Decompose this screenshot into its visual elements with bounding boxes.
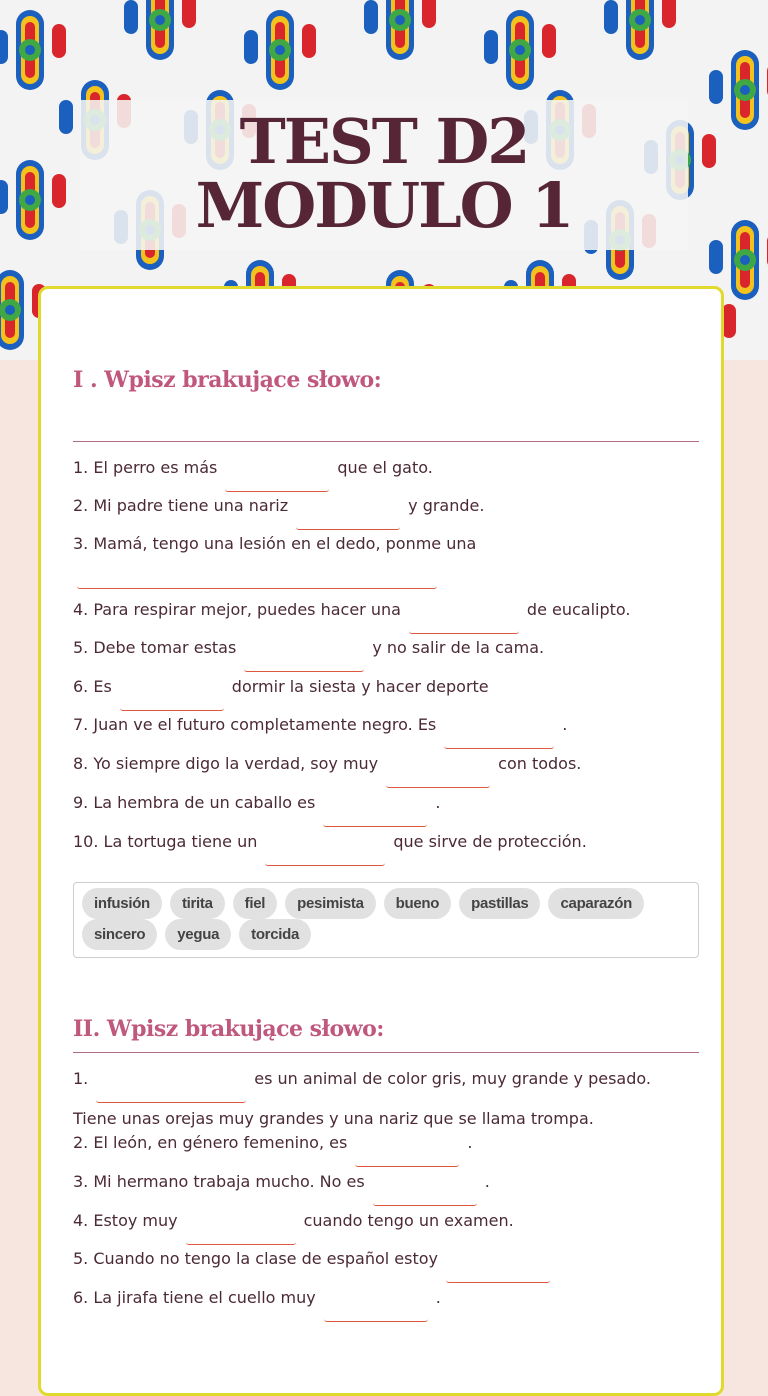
question-text: y grande. [408, 496, 485, 515]
answer-blank-input[interactable] [186, 1220, 296, 1245]
question-text: es un animal de color gris, muy grande y pesado. [254, 1069, 651, 1088]
question-text: 2. El león, en género femenino, es [73, 1133, 348, 1152]
question-item [73, 496, 484, 530]
question-item [73, 1069, 651, 1129]
question-text: 9. La hembra de un caballo es [73, 793, 316, 812]
answer-blank-input[interactable] [386, 763, 490, 788]
divider [73, 1052, 699, 1053]
section-1-heading: I . Wpisz brakujące słowo: [73, 367, 382, 393]
page-title: TEST D2 MODULO 1 [195, 105, 573, 242]
question-item [73, 600, 631, 634]
word-chip[interactable]: infusión [82, 888, 162, 919]
question-text: cuando tengo un examen. [303, 1211, 514, 1230]
question-item [73, 638, 544, 672]
question-item [73, 1211, 514, 1245]
answer-blank-input[interactable] [355, 1142, 459, 1167]
question-text: 1. [73, 1069, 89, 1088]
word-chip[interactable]: bueno [384, 888, 452, 919]
question-text: de eucalipto. [526, 600, 631, 619]
question-text: . [467, 1133, 473, 1152]
question-item [73, 754, 581, 788]
answer-blank-input[interactable] [296, 505, 400, 530]
question-text: con todos. [498, 754, 582, 773]
question-item [73, 534, 476, 589]
question-text: 2. Mi padre tiene una nariz [73, 496, 289, 515]
answer-blank-input[interactable] [444, 724, 554, 749]
question-text: . [435, 1288, 441, 1307]
answer-blank-input[interactable] [446, 1258, 550, 1283]
question-item [73, 1172, 490, 1206]
word-chip[interactable]: torcida [239, 919, 311, 950]
question-text: 8. Yo siempre digo la verdad, soy muy [73, 754, 379, 773]
answer-blank-input[interactable] [225, 467, 329, 492]
question-item [73, 677, 489, 711]
divider [73, 441, 699, 442]
word-chip[interactable]: pastillas [459, 888, 540, 919]
answer-blank-input[interactable] [244, 647, 364, 672]
answer-blank-input[interactable] [120, 686, 224, 711]
question-text: 3. Mamá, tengo una lesión en el dedo, ponme una [73, 534, 477, 553]
word-bank [73, 882, 699, 958]
answer-blank-input[interactable] [324, 1297, 428, 1322]
question-text: y no salir de la cama. [372, 638, 545, 657]
question-item [73, 832, 587, 866]
answer-blank-input[interactable] [77, 564, 437, 589]
question-text: . [562, 715, 568, 734]
answer-blank-input[interactable] [265, 841, 385, 866]
question-text: Tiene unas orejas muy grandes y una nariz que se llama trompa. [73, 1108, 594, 1128]
question-text: 4. Estoy muy [73, 1211, 178, 1230]
question-text: que sirve de protección. [393, 832, 587, 851]
answer-blank-input[interactable] [409, 609, 519, 634]
question-text: . [435, 793, 441, 812]
word-chip[interactable]: fiel [233, 888, 277, 919]
worksheet-card [38, 286, 724, 1396]
question-text: que el gato. [337, 458, 433, 477]
answer-blank-input[interactable] [373, 1181, 477, 1206]
answer-blank-input[interactable] [323, 802, 427, 827]
question-text: 10. La tortuga tiene un [73, 832, 258, 851]
question-text: 6. La jirafa tiene el cuello muy [73, 1288, 316, 1307]
question-item [73, 793, 440, 827]
word-chip[interactable]: caparazón [548, 888, 644, 919]
word-chip[interactable]: sincero [82, 919, 157, 950]
answer-blank-input[interactable] [96, 1078, 246, 1103]
word-chip[interactable]: pesimista [285, 888, 376, 919]
question-text: . [484, 1172, 490, 1191]
question-text: dormir la siesta y hacer deporte [231, 677, 489, 696]
word-chip[interactable]: tirita [170, 888, 225, 919]
question-text: 1. El perro es más [73, 458, 218, 477]
question-text: 4. Para respirar mejor, puedes hacer una [73, 600, 401, 619]
question-text: 5. Cuando no tengo la clase de español estoy [73, 1249, 438, 1268]
word-chip[interactable]: yegua [165, 919, 231, 950]
question-item [73, 458, 433, 492]
question-item [73, 1288, 441, 1322]
section-2-heading: II. Wpisz brakujące słowo: [73, 1016, 384, 1042]
question-text: 3. Mi hermano trabaja mucho. No es [73, 1172, 365, 1191]
question-text: 6. Es [73, 677, 112, 696]
question-text: 5. Debe tomar estas [73, 638, 237, 657]
question-text: 7. Juan ve el futuro completamente negro. Es [73, 715, 437, 734]
question-item [73, 715, 567, 749]
question-item [73, 1249, 558, 1283]
question-item [73, 1133, 472, 1167]
